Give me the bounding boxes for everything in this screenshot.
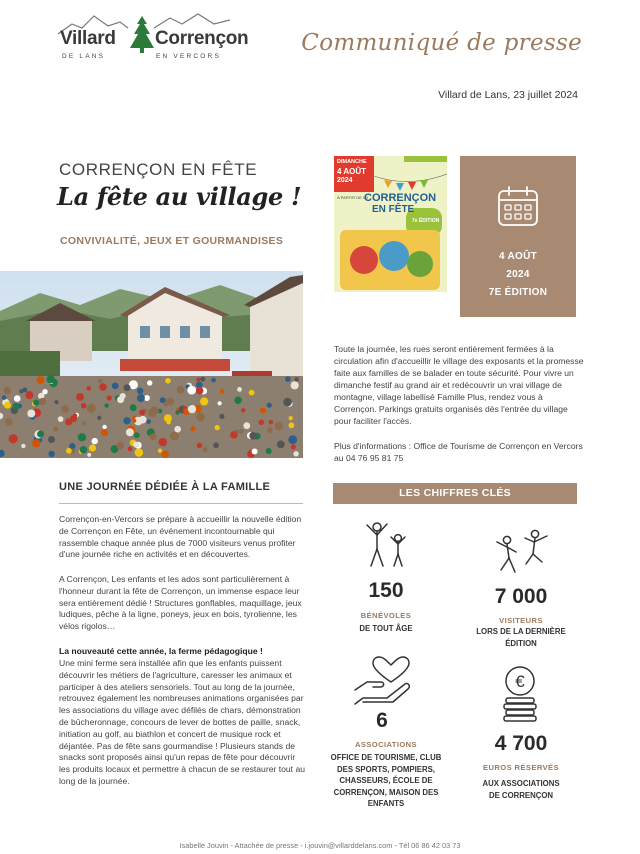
footer-contact: Isabelle Jouvin - Attachée de presse - i.jouvin@villarddelans.com - Tél 06 86 42 03 73 [179, 841, 461, 850]
stat-volunteers-desc: DE TOUT ÂGE [359, 624, 413, 633]
family-paragraph-3-heading: La nouveauté cette année, la ferme pédagogique ! [59, 646, 263, 656]
article-subtitle: CONVIVIALITÉ, JEUX ET GOURMANDISES [60, 235, 284, 247]
stat-volunteers-label: BÉNÉVOLES [360, 611, 412, 620]
article-kicker: CORRENÇON EN FÊTE [59, 160, 258, 179]
date-box-edition: 7E ÉDITION [488, 287, 548, 298]
stat-euros-value: 4 700 [494, 732, 548, 755]
poster-day: DIMANCHE [337, 159, 367, 165]
stat-visitors-label: VISITEURS [499, 616, 543, 625]
stat-euros-label: EUROS RÉSERVÉS [483, 763, 559, 772]
press-release-title: Communiqué de presse [301, 30, 582, 56]
logo-word-correncon: Corrençon [155, 28, 249, 49]
poster-date: 4 AOÛT [337, 167, 367, 176]
stat-associations-desc: OFFICE DE TOURISME, CLUB DES SPORTS, POMPIERS, CHASSEURS, ÉCOLE DE CORRENÇON, MAISON DES ENFANTS [330, 753, 442, 808]
stat-visitors-value: 7 000 [494, 585, 548, 608]
family-paragraph-3: Une mini ferme sera installée afin que les enfants puissent découvrir les métiers de l'agriculture, caresser les animaux et participer à des ateliers sensoriels. Tout au long de la journée, retrouvez également les nombreuses animations organisées par les associations du village avec défilés de chars, démonstration de bûcheronnage, concours de lever de bottes de paille, snack, initiation au golf, au biathlon et concert de musique rock et déjantée. Pas de fête sans gourmandise ! Plusieurs stands de snacks sont proposés ainsi qu'un repas de fête pour découvrir les produits locaux et permettre à chacun de se restaurer tout au long de la journée. [59, 658, 306, 786]
poster-edition: 7e ÉDITION [412, 218, 440, 224]
family-paragraph-1: Corrençon-en-Vercors se prépare à accueillir la nouvelle édition de Corrençon en Fête, un événement incontournable qui rassemble chaque année plus de 7000 visiteurs venus profiter d'une journée riche en activités et en découvertes. [59, 514, 302, 560]
event-poster [334, 156, 447, 316]
logo [58, 12, 249, 62]
date-box-day: 4 AOÛT [498, 251, 538, 262]
village-crowd-photo [0, 271, 303, 458]
date-box-year: 2024 [506, 269, 530, 280]
stat-volunteers-value: 150 [368, 579, 404, 602]
article-title: La fête au village ! [57, 182, 302, 211]
logo-tagline-left: DE LANS [62, 53, 106, 60]
stat-associations-label: ASSOCIATIONS [354, 740, 418, 749]
svg-text:€: € [515, 672, 525, 691]
euro-coins-icon [499, 665, 541, 727]
logo-word-villard: Villard [60, 28, 116, 49]
event-date-box [460, 156, 576, 317]
info-paragraph: Plus d'informations : Office de Tourisme de Corrençon en Vercors au 04 76 95 81 75 [334, 441, 583, 463]
stat-visitors-desc: LORS DE LA DERNIÈRE ÉDITION [476, 627, 566, 648]
poster-year: 2024 [337, 177, 353, 184]
visitors-icon [493, 528, 551, 576]
place-date: Villard de Lans, 23 juillet 2024 [438, 89, 578, 101]
family-divider [59, 503, 303, 504]
stat-associations-value: 6 [376, 709, 388, 732]
poster-from: À PARTIR DE 9H [337, 195, 368, 200]
calendar-icon [496, 184, 540, 228]
intro-paragraph: Toute la journée, les rues seront entièrement fermées à la circulation afin d'accueillir le village des exposants et la promesse faite aux familles de se balader en toute sécurité. Pour vivre un dimanche festif au grand air et redécouvrir un vrai village de montagne, village labellisé Famille Plus, rendez vous à Corrençon. Parkings gratuits organisés dès l'entrée du village pour faciliter l'accès. [334, 344, 584, 426]
family-paragraph-2: A Corrençon, Les enfants et les ados sont particulièrement à l'honneur durant la fête de Corrençon, un immense espace leur sera entièrement dédié ! Structures gonflables, maquillage, jeux ludiques, pêche à la ligne, poneys, jeux en bois, tyrolienne, les vélos rigolos… [59, 574, 302, 632]
poster-name-line2: EN FÊTE [372, 204, 415, 215]
heart-hand-icon [353, 656, 411, 706]
stat-euros-desc: AUX ASSOCIATIONS DE CORRENÇON [482, 779, 560, 800]
key-figures-banner: LES CHIFFRES CLÉS [333, 483, 577, 504]
volunteers-icon [362, 520, 410, 570]
family-heading: UNE JOURNÉE DÉDIÉE À LA FAMILLE [59, 481, 271, 493]
logo-tagline-right: EN VERCORS [156, 53, 221, 60]
poster-name-line1: CORRENÇON [364, 192, 437, 204]
